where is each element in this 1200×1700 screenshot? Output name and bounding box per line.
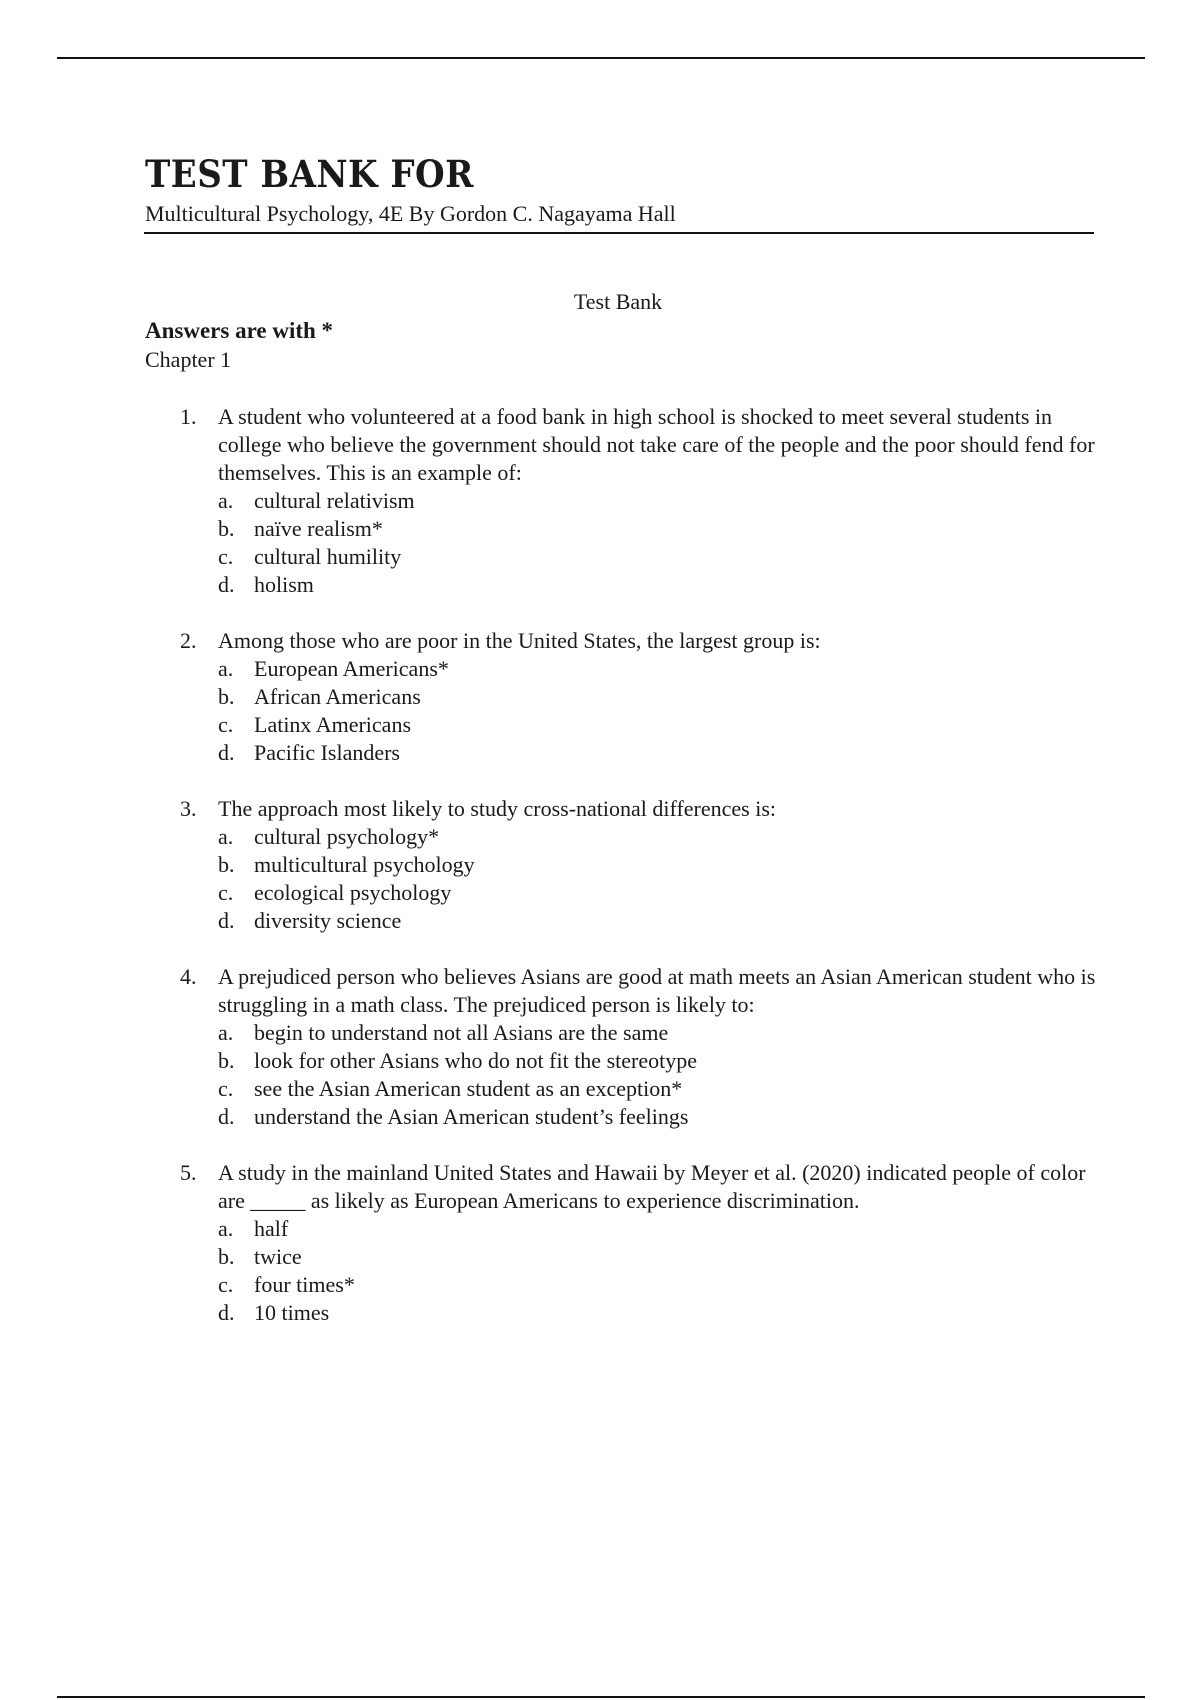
option-text: Pacific Islanders <box>254 740 400 765</box>
option-text: cultural relativism <box>254 488 415 513</box>
question-number: 1. <box>180 404 197 429</box>
answer-option <box>180 1243 1100 1271</box>
option-text: cultural humility <box>254 544 402 569</box>
option-text: cultural psychology* <box>254 824 440 849</box>
answer-option <box>180 711 1100 739</box>
question-item <box>180 795 1100 935</box>
document-subtitle: Multicultural Psychology, 4E By Gordon C. Nagayama Hall <box>145 201 676 226</box>
page-bottom-rule <box>57 1696 1145 1698</box>
option-letter: d. <box>218 1104 235 1129</box>
answer-option <box>180 1019 1100 1047</box>
question-number: 4. <box>180 964 197 989</box>
answer-option <box>180 1075 1100 1103</box>
question-number: 5. <box>180 1160 197 1185</box>
option-text: 10 times <box>254 1300 330 1325</box>
option-letter: a. <box>218 824 234 849</box>
answer-option <box>180 851 1100 879</box>
answer-option <box>180 907 1100 935</box>
option-letter: b. <box>218 852 235 877</box>
question-stem <box>180 795 1100 823</box>
option-letter: b. <box>218 1244 235 1269</box>
option-letter: c. <box>218 1076 234 1101</box>
answer-option <box>180 571 1100 599</box>
answer-option <box>180 683 1100 711</box>
question-stem <box>180 627 1100 655</box>
chapter-heading: Chapter 1 <box>145 347 232 372</box>
option-letter: a. <box>218 488 234 513</box>
option-letter: c. <box>218 544 234 569</box>
question-text: A student who volunteered at a food bank in high school is shocked to meet several students in college who believe the government should not take care of the people and the poor should fend for themselves. This is an example of: <box>218 404 1095 485</box>
answer-option <box>180 655 1100 683</box>
option-letter: c. <box>218 880 234 905</box>
option-text: diversity science <box>254 908 402 933</box>
answer-option <box>180 487 1100 515</box>
question-stem <box>180 1159 1100 1215</box>
answer-option <box>180 1299 1100 1327</box>
header-rule <box>144 232 1094 234</box>
question-item <box>180 1159 1100 1327</box>
answer-option <box>180 543 1100 571</box>
question-text: Among those who are poor in the United States, the largest group is: <box>218 628 821 653</box>
option-text: African Americans <box>254 684 421 709</box>
option-letter: d. <box>218 908 235 933</box>
option-letter: a. <box>218 1020 234 1045</box>
answer-option <box>180 1215 1100 1243</box>
document-title: TEST BANK FOR <box>145 152 474 196</box>
question-text: The approach most likely to study cross-national differences is: <box>218 796 777 821</box>
question-stem <box>180 403 1100 487</box>
option-letter: a. <box>218 1216 234 1241</box>
question-list <box>180 403 1100 1355</box>
answer-option <box>180 1047 1100 1075</box>
option-text: understand the Asian American student’s feelings <box>254 1104 689 1129</box>
answer-option <box>180 739 1100 767</box>
option-letter: d. <box>218 740 235 765</box>
answer-option <box>180 823 1100 851</box>
option-text: European Americans* <box>254 656 449 681</box>
option-letter: c. <box>218 712 234 737</box>
option-text: half <box>254 1216 289 1241</box>
question-item <box>180 403 1100 599</box>
option-letter: d. <box>218 1300 235 1325</box>
option-text: twice <box>254 1244 302 1269</box>
answer-option <box>180 879 1100 907</box>
question-item <box>180 627 1100 767</box>
answer-option <box>180 1271 1100 1299</box>
option-text: holism <box>254 572 314 597</box>
page-top-rule <box>57 57 1145 59</box>
answer-option <box>180 515 1100 543</box>
option-text: ecological psychology <box>254 880 452 905</box>
option-letter: b. <box>218 516 235 541</box>
option-text: see the Asian American student as an exception* <box>254 1076 683 1101</box>
option-text: Latinx Americans <box>254 712 412 737</box>
option-text: multicultural psychology <box>254 852 475 877</box>
option-text: naïve realism* <box>254 516 383 541</box>
option-letter: b. <box>218 684 235 709</box>
option-text: four times* <box>254 1272 355 1297</box>
section-title: Test Bank <box>573 289 663 314</box>
question-number: 3. <box>180 796 197 821</box>
option-letter: d. <box>218 572 235 597</box>
option-letter: b. <box>218 1048 235 1073</box>
question-text: A study in the mainland United States and Hawaii by Meyer et al. (2020) indicated people of color are _____ as likely as European Americans to experience discrimination. <box>218 1160 1086 1213</box>
question-text: A prejudiced person who believes Asians are good at math meets an Asian American student who is struggling in a math class. The prejudiced person is likely to: <box>218 964 1096 1017</box>
question-number: 2. <box>180 628 197 653</box>
option-letter: a. <box>218 656 234 681</box>
option-letter: c. <box>218 1272 234 1297</box>
answers-note: Answers are with * <box>145 318 334 343</box>
question-stem <box>180 963 1100 1019</box>
question-item <box>180 963 1100 1131</box>
option-text: begin to understand not all Asians are the same <box>254 1020 669 1045</box>
answer-option <box>180 1103 1100 1131</box>
option-text: look for other Asians who do not fit the stereotype <box>254 1048 697 1073</box>
